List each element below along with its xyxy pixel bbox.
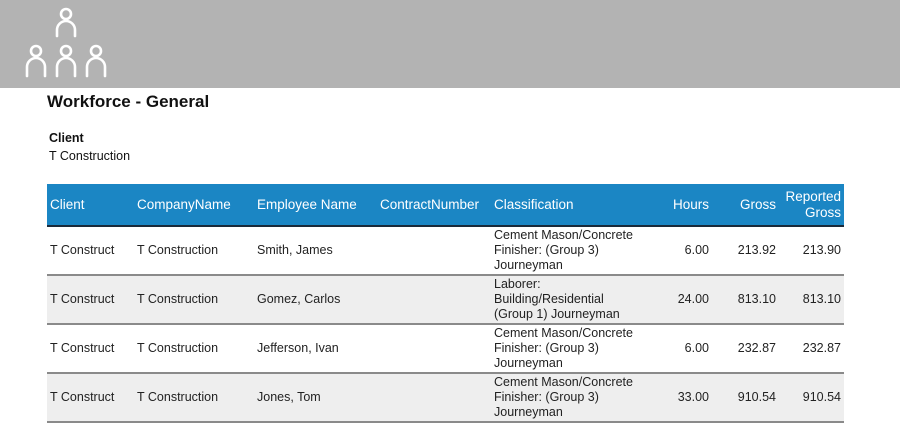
- cell-reported-gross: 910.54: [779, 373, 844, 422]
- cell-classification: Cement Mason/Concrete Finisher: (Group 3) Journeyman: [491, 226, 648, 275]
- cell-client: T Construct: [47, 226, 134, 275]
- cell-company: T Construction: [134, 226, 254, 275]
- header-banner: [0, 0, 900, 88]
- cell-reported-gross: 813.10: [779, 275, 844, 324]
- cell-employee: Smith, James: [254, 226, 377, 275]
- cell-client: T Construct: [47, 275, 134, 324]
- cell-gross: 813.10: [712, 275, 779, 324]
- cell-employee: Jefferson, Ivan: [254, 324, 377, 373]
- cell-gross: 910.54: [712, 373, 779, 422]
- cell-gross: 213.92: [712, 226, 779, 275]
- cell-contract: [377, 275, 491, 324]
- cell-company: T Construction: [134, 373, 254, 422]
- column-header-reported-gross[interactable]: Reported Gross: [779, 184, 844, 226]
- column-header-employee[interactable]: Employee Name: [254, 184, 377, 226]
- cell-company: T Construction: [134, 275, 254, 324]
- cell-reported-gross: 213.90: [779, 226, 844, 275]
- cell-contract: [377, 226, 491, 275]
- cell-hours: 24.00: [648, 275, 712, 324]
- table-row: [47, 226, 844, 275]
- client-label: Client: [49, 131, 84, 145]
- table-row: [47, 275, 844, 324]
- table-row: [47, 324, 844, 373]
- cell-company: T Construction: [134, 324, 254, 373]
- cell-gross: 232.87: [712, 324, 779, 373]
- column-header-gross[interactable]: Gross: [712, 184, 779, 226]
- cell-employee: Gomez, Carlos: [254, 275, 377, 324]
- workforce-table: [47, 184, 844, 423]
- cell-client: T Construct: [47, 373, 134, 422]
- cell-hours: 6.00: [648, 226, 712, 275]
- cell-classification: Cement Mason/Concrete Finisher: (Group 3) Journeyman: [491, 324, 648, 373]
- people-hierarchy-icon: [24, 6, 108, 82]
- column-header-client[interactable]: Client: [47, 184, 134, 226]
- column-header-company[interactable]: CompanyName: [134, 184, 254, 226]
- table-header-row: [47, 184, 844, 226]
- client-value: T Construction: [49, 149, 131, 163]
- cell-employee: Jones, Tom: [254, 373, 377, 422]
- cell-contract: [377, 373, 491, 422]
- cell-reported-gross: 232.87: [779, 324, 844, 373]
- column-header-classification[interactable]: Classification: [491, 184, 648, 226]
- cell-client: T Construct: [47, 324, 134, 373]
- cell-contract: [377, 324, 491, 373]
- cell-hours: 6.00: [648, 324, 712, 373]
- report-title: Workforce - General: [47, 92, 210, 111]
- cell-classification: Laborer: Building/Residential (Group 1) Journeyman: [491, 275, 648, 324]
- cell-classification: Cement Mason/Concrete Finisher: (Group 3) Journeyman: [491, 373, 648, 422]
- column-header-contract[interactable]: ContractNumber: [377, 184, 491, 226]
- table-row: [47, 373, 844, 422]
- cell-hours: 33.00: [648, 373, 712, 422]
- column-header-hours[interactable]: Hours: [648, 184, 712, 226]
